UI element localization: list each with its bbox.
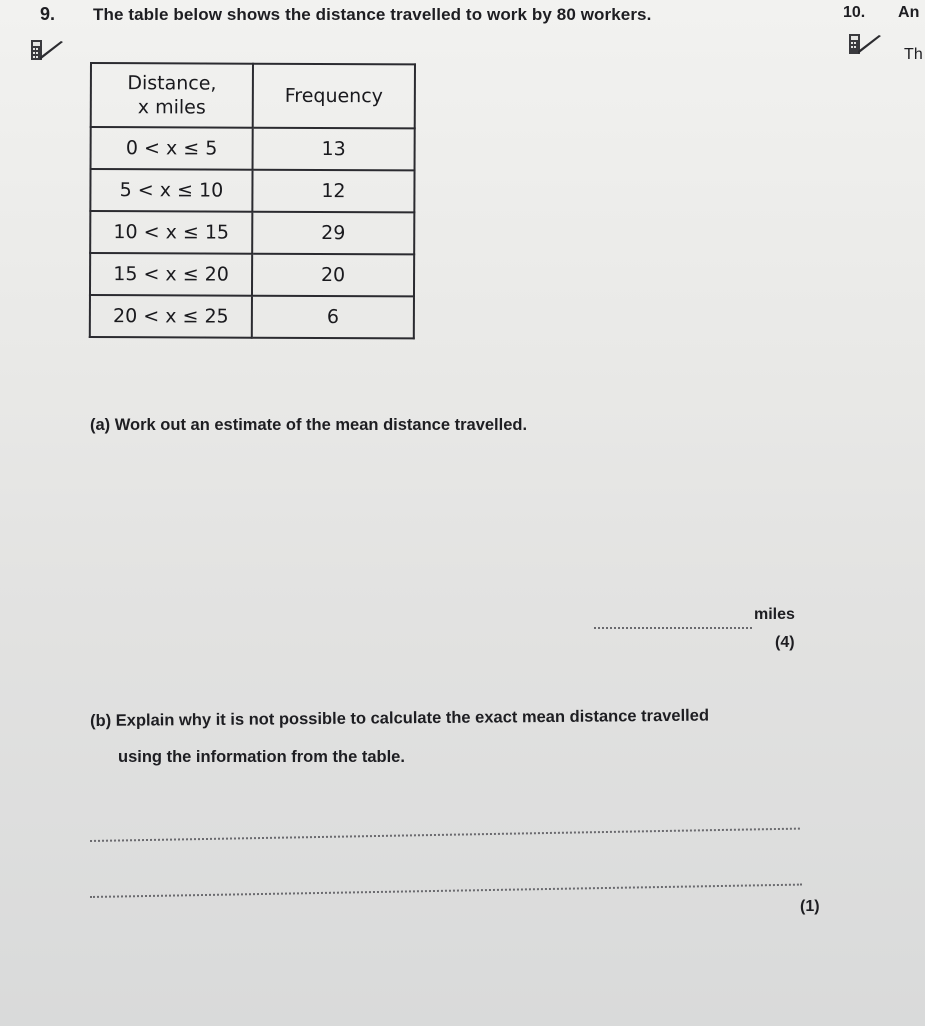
table-row	[90, 295, 414, 338]
table-header-row	[91, 63, 415, 128]
distance-cell: 5 < x ≤ 10	[90, 169, 252, 212]
part-b-answer-line-2[interactable]	[90, 884, 802, 898]
distance-cell: 20 < x ≤ 25	[90, 295, 252, 338]
question-10-number: 10.	[843, 4, 866, 21]
part-a-marks: (4)	[775, 634, 795, 651]
frequency-table	[89, 62, 416, 339]
part-b-marks: (1)	[800, 898, 820, 915]
calculator-allowed-icon	[30, 38, 64, 64]
question-9-stem: The table below shows the distance travelled to work by 80 workers.	[93, 5, 652, 24]
question-9-number: 9.	[40, 4, 56, 24]
frequency-cell: 29	[252, 212, 414, 255]
part-a-unit: miles	[754, 606, 795, 623]
frequency-cell: 12	[252, 170, 414, 213]
table-row	[90, 253, 414, 296]
frequency-cell: 13	[253, 128, 415, 171]
frequency-cell: 6	[252, 296, 414, 339]
question-10-stem: An	[898, 4, 920, 21]
table-row	[90, 211, 414, 254]
part-b-answer-line-1[interactable]	[90, 828, 800, 842]
distance-cell: 10 < x ≤ 15	[90, 211, 252, 254]
distance-header-line1: Distance,	[127, 72, 217, 95]
question-10-line: Th	[904, 46, 923, 63]
table-row	[90, 169, 414, 212]
frequency-header: Frequency	[253, 64, 415, 129]
distance-header	[91, 63, 253, 128]
part-b-prompt-line2: using the information from the table.	[118, 748, 405, 766]
part-a-answer-line[interactable]	[594, 627, 752, 629]
part-a-prompt: (a) Work out an estimate of the mean distance travelled.	[90, 416, 528, 434]
part-b-prompt-line1: (b) Explain why it is not possible to calculate the exact mean distance travelled	[90, 706, 710, 730]
distance-cell: 0 < x ≤ 5	[91, 127, 253, 170]
frequency-cell: 20	[252, 254, 414, 297]
table-row	[91, 127, 415, 170]
calculator-allowed-icon	[848, 32, 882, 58]
distance-header-line2: x miles	[137, 96, 206, 119]
distance-cell: 15 < x ≤ 20	[90, 253, 252, 296]
